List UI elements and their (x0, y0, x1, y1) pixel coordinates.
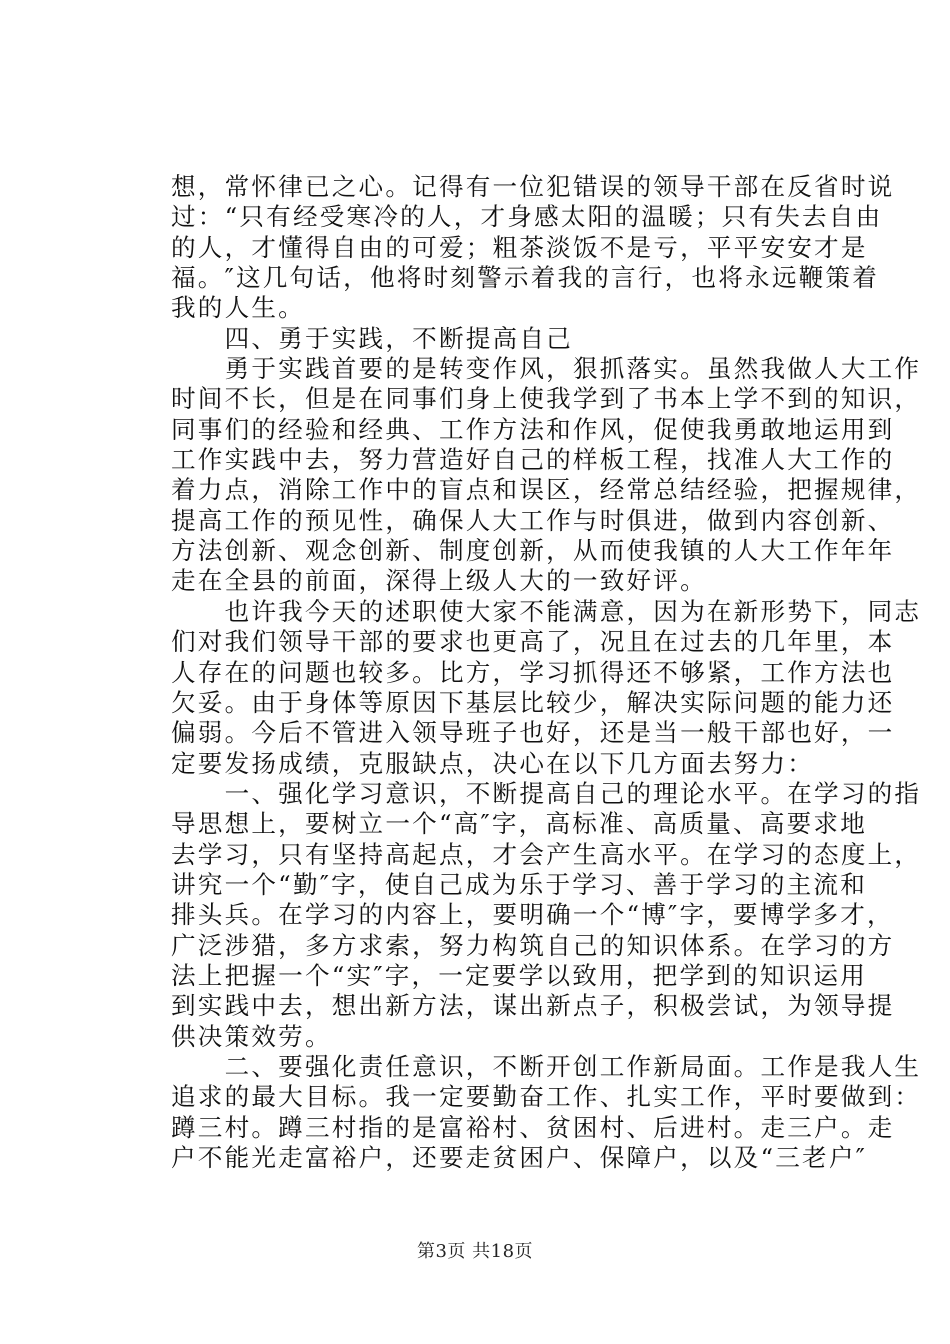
text-line: 过：“只有经受寒冷的人，才身感太阳的温暖；只有失去自由 (171, 202, 883, 232)
text-line: 们对我们领导干部的要求也更高了，况且在过去的几年里，本 (171, 627, 895, 657)
text-line: 勇于实践首要的是转变作风，狠抓落实。虽然我做人大工作 (171, 354, 922, 384)
text-line: 定要发扬成绩，克服缺点，决心在以下几方面去努力： (171, 748, 815, 778)
text-line: 走在全县的前面，深得上级人大的一致好评。 (171, 566, 707, 596)
text-line: 蹲三村。蹲三村指的是富裕村、贫困村、后进村。走三户。走 (171, 1112, 895, 1142)
text-line: 方法创新、观念创新、制度创新，从而使我镇的人大工作年年 (171, 536, 895, 566)
text-line: 偏弱。今后不管进入领导班子也好，还是当一般干部也好，一 (171, 718, 895, 748)
text-line: 到实践中去，想出新方法，谋出新点子，积极尝试，为领导提 (171, 991, 895, 1021)
section-heading: 四、勇于实践，不断提高自己 (171, 323, 573, 353)
text-line: 也许我今天的述职使大家不能满意，因为在新形势下，同志 (171, 596, 922, 626)
text-line: 去学习，只有坚持高起点，才会产生高水平。在学习的态度上， (171, 839, 922, 869)
document-body (171, 172, 922, 1173)
text-line: 想，常怀律已之心。记得有一位犯错误的领导干部在反省时说 (171, 172, 895, 201)
text-line: 法上把握一个“实″字，一定要学以致用，把学到的知识运用 (171, 960, 868, 990)
text-line: 排头兵。在学习的内容上，要明确一个“博″字，要博学多才， (171, 900, 894, 930)
text-line: 供决策效劳。 (171, 1021, 332, 1051)
text-line: 福。″这几句话，他将时刻警示着我的言行，也将永远鞭策着 (171, 263, 880, 293)
text-line: 的人，才懂得自由的可爱；粗茶淡饭不是亏，平平安安才是 (171, 232, 868, 262)
text-line: 欠妥。由于身体等原因下基层比较少，解决实际问题的能力还 (171, 687, 895, 717)
text-line: 广泛涉猎，多方求索，努力构筑自己的知识体系。在学习的方 (171, 930, 895, 960)
text-line: 着力点，消除工作中的盲点和误区，经常总结经验，把握规律， (171, 475, 922, 505)
text-line: 一、强化学习意识，不断提高自己的理论水平。在学习的指 (171, 778, 922, 808)
text-line: 二、要强化责任意识，不断开创工作新局面。工作是我人生 (171, 1051, 922, 1081)
text-line: 讲究一个“勤″字，使自己成为乐于学习、善于学习的主流和 (171, 869, 868, 899)
text-line: 时间不长，但是在同事们身上使我学到了书本上学不到的知识， (171, 384, 922, 414)
text-line: 同事们的经验和经典、工作方法和作风，促使我勇敢地运用到 (171, 414, 895, 444)
text-line: 提高工作的预见性，确保人大工作与时俱进，做到内容创新、 (171, 505, 895, 535)
text-line: 工作实践中去，努力营造好自己的样板工程，找准人大工作的 (171, 445, 895, 475)
text-line: 人存在的问题也较多。比方，学习抓得还不够紧，工作方法也 (171, 657, 895, 687)
text-line: 追求的最大目标。我一定要勤奋工作、扎实工作，平时要做到： (171, 1082, 922, 1112)
text-line: 导思想上，要树立一个“高″字，高标准、高质量、高要求地 (171, 809, 868, 839)
text-line: 我的人生。 (171, 293, 305, 323)
text-line: 户不能光走富裕户，还要走贫困户、保障户，以及“三老户″ (171, 1143, 868, 1172)
page-number-footer: 第3页 共18页 (416, 1241, 534, 1262)
